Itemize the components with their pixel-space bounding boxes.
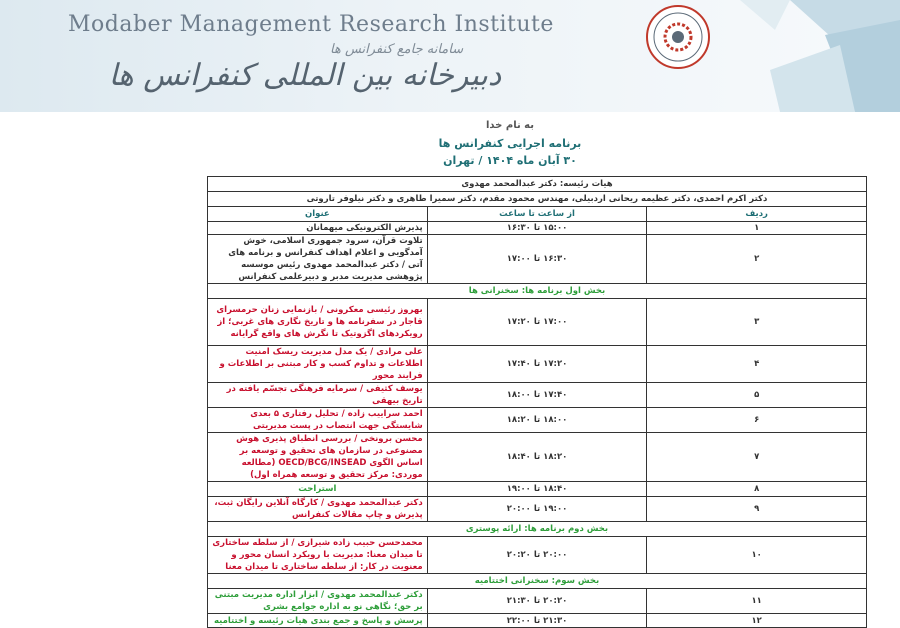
program-table — [207, 176, 867, 628]
section-title: بخش سوم: سخنرانی اختتامیه — [208, 574, 867, 589]
row-title: تلاوت قرآن، سرود جمهوری اسلامی، خوش آمدگویی و اعلام اهداف کنفرانس و برنامه های آتی / دکتر عبدالمحمد مهدوی رئیس موسسه پژوهشی مدیریت مدبر و دبیرعلمی کنفرانس — [208, 235, 428, 284]
row-index: ۱ — [647, 222, 867, 235]
row-title: محسن برونخی / بررسی انطباق پذیری هوش مصنوعی در سازمان های تحقیق و توسعه بر اساس الگوی OECD/BCG/INSEAD (مطالعه موردی: مرکز تحقیق و توسعه همراه اول) — [208, 433, 428, 482]
row-index: ۲ — [647, 235, 867, 284]
table-row — [208, 235, 867, 284]
program-title: برنامه اجرایی کنفرانس ها — [438, 137, 582, 150]
table-row — [208, 497, 867, 522]
row-time: ۱۷:۴۰ تا ۱۸:۰۰ — [427, 383, 647, 408]
column-header-row — [208, 207, 867, 222]
row-title: بهروز رئیسی معکرونی / بازنمایی زنان حرمسرای قاجار در سفرنامه ها و تاریخ نگاری های غربی؛ از رویکردهای اگزوتیک تا نگرش های واقع گرایانه — [208, 299, 428, 346]
row-title: پرسش و پاسخ و جمع بندی هیات رئیسه و اختتامیه — [208, 614, 428, 628]
section-row — [208, 284, 867, 299]
banner-subtitle: سامانه جامع کنفرانس ها — [330, 42, 464, 57]
row-time: ۱۸:۰۰ تا ۱۸:۲۰ — [427, 408, 647, 433]
table-row — [208, 383, 867, 408]
table-row — [208, 482, 867, 497]
board-members: دکتر اکرم احمدی، دکتر عظیمه ریحانی اردبیلی، مهندس محمود مقدم، دکتر سمیرا طاهری و دکتر نیلوفر تاروتی — [208, 192, 867, 207]
table-row — [208, 433, 867, 482]
row-time: ۱۶:۳۰ تا ۱۷:۰۰ — [427, 235, 647, 284]
table-row — [208, 222, 867, 235]
row-title: یوسف کثیفی / سرمایه فرهنگی تجسّم یافته در تاریخ بیهقی — [208, 383, 428, 408]
row-title: دکتر عبدالمحمد مهدوی / ابزار اداره مدیریت مبتنی بر حق؛ نگاهی نو به اداره جوامع بشری — [208, 589, 428, 614]
section-row — [208, 574, 867, 589]
row-index: ۵ — [647, 383, 867, 408]
row-time: ۱۸:۴۰ تا ۱۹:۰۰ — [427, 482, 647, 497]
table-row — [208, 299, 867, 346]
table-row — [208, 589, 867, 614]
bismillah: به نام خدا — [485, 120, 535, 131]
row-index: ۸ — [647, 482, 867, 497]
row-index: ۹ — [647, 497, 867, 522]
row-time: ۱۸:۲۰ تا ۱۸:۴۰ — [427, 433, 647, 482]
row-index: ۴ — [647, 346, 867, 383]
header-index: ردیف — [647, 207, 867, 222]
table-row — [208, 408, 867, 433]
institute-logo — [645, 4, 711, 70]
section-title: بخش دوم برنامه ها: ارائه پوستری — [208, 522, 867, 537]
row-time: ۲۰:۲۰ تا ۲۱:۳۰ — [427, 589, 647, 614]
row-time: ۱۷:۰۰ تا ۱۷:۲۰ — [427, 299, 647, 346]
header-title: عنوان — [208, 207, 428, 222]
row-index: ۱۰ — [647, 537, 867, 574]
institute-name: Modaber Management Research Institute — [68, 12, 554, 37]
row-title: احمد سراییب زاده / تحلیل رفتاری ۵ بعدی شایستگی جهت انتصاب در پست مدیریتی — [208, 408, 428, 433]
row-index: ۱۲ — [647, 614, 867, 628]
row-title: استراحت — [208, 482, 428, 497]
row-title: علی مرادی / یک مدل مدیریت ریسک امنیت اطلاعات و تداوم کسب و کار مبتنی بر اطلاعات و فرایند محور — [208, 346, 428, 383]
row-time: ۱۹:۰۰ تا ۲۰:۰۰ — [427, 497, 647, 522]
section-title: بخش اول برنامه ها: سخنرانی ها — [208, 284, 867, 299]
row-index: ۷ — [647, 433, 867, 482]
table-row — [208, 614, 867, 628]
table-row — [208, 346, 867, 383]
row-time: ۲۱:۳۰ تا ۲۲:۰۰ — [427, 614, 647, 628]
board-title-row — [208, 177, 867, 192]
row-index: ۱۱ — [647, 589, 867, 614]
board-members-row — [208, 192, 867, 207]
decorative-shapes — [730, 0, 900, 112]
row-title: محمدحسن حبیب زاده شیرازی / از سلطه ساختاری تا میدان معنا: مدیریت با رویکرد انسان محور و معنویت در کار: از سلطه ساختاری تا میدان معنا — [208, 537, 428, 574]
section-row — [208, 522, 867, 537]
row-title: پذیرش الکترونیکی میهمانان — [208, 222, 428, 235]
table-row — [208, 537, 867, 574]
row-index: ۳ — [647, 299, 867, 346]
header-banner — [0, 0, 900, 112]
row-time: ۱۷:۲۰ تا ۱۷:۴۰ — [427, 346, 647, 383]
banner-title: دبیرخانه بین المللی کنفرانس ها — [108, 58, 502, 93]
row-time: ۲۰:۰۰ تا ۲۰:۲۰ — [427, 537, 647, 574]
row-time: ۱۵:۰۰ تا ۱۶:۳۰ — [427, 222, 647, 235]
date-place: ۳۰ آبان ماه ۱۴۰۴ / تهران — [443, 154, 577, 167]
row-title: دکتر عبدالمحمد مهدوی / کارگاه آنلاین رایگان ثبت، پذیرش و چاپ مقالات کنفرانس — [208, 497, 428, 522]
row-index: ۶ — [647, 408, 867, 433]
header-time: از ساعت تا ساعت — [427, 207, 647, 222]
board-title: هیات رئیسه: دکتر عبدالمحمد مهدوی — [208, 177, 867, 192]
